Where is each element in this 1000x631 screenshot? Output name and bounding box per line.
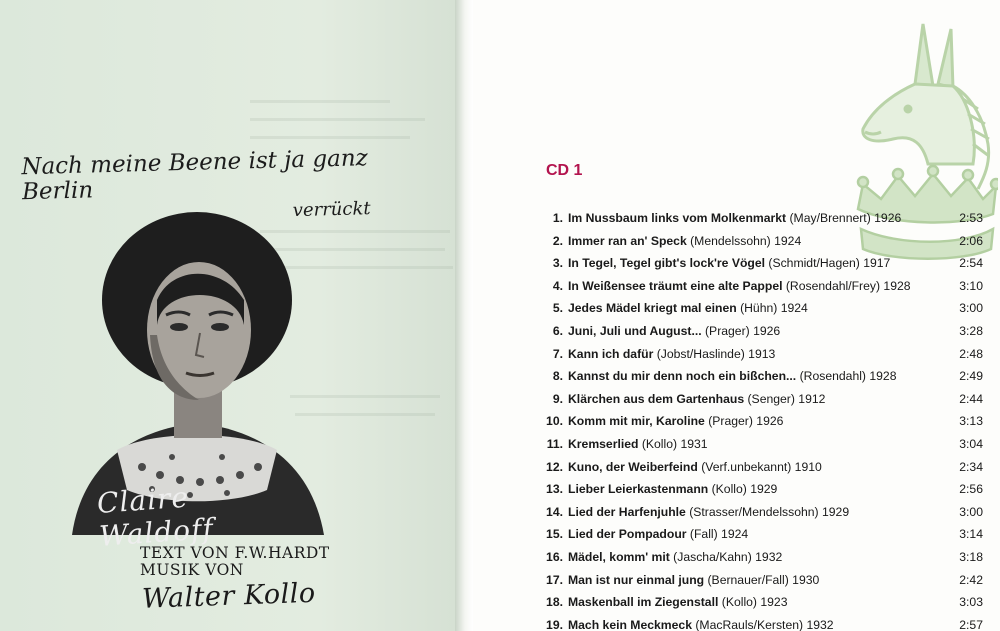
track-number: 19. [546, 617, 563, 631]
track-credit: (May/Brennert) 1926 [789, 211, 902, 225]
track-credit: (Prager) 1926 [708, 414, 784, 429]
track-title: Klärchen aus dem Gartenhaus [568, 391, 745, 406]
lyrics-credit: TEXT VON F.W.HARDT [140, 544, 330, 562]
track-row [533, 591, 983, 614]
composer-signature: Walter Kollo [141, 577, 317, 615]
track-duration: 2:49 [959, 369, 983, 384]
track-number: 1. [552, 211, 563, 225]
track-row [533, 433, 983, 456]
track-row [533, 546, 983, 569]
track-credit: (Verf.unbekannt) 1910 [701, 459, 822, 474]
track-row [533, 297, 983, 320]
track-row [533, 478, 983, 501]
track-title: Kann ich dafür [568, 346, 654, 361]
track-credit: (Rosendahl) 1928 [799, 369, 897, 384]
track-row [533, 456, 983, 479]
track-number: 16. [546, 549, 563, 564]
handwritten-title-line1: Nach meine Beene ist ja ganz Berlin [21, 145, 369, 206]
track-title: Man ist nur einmal jung [568, 572, 705, 587]
track-number: 14. [546, 504, 563, 519]
track-row [533, 569, 983, 592]
bleed-through-line [250, 118, 425, 121]
track-title: Lieber Leierkastenmann [568, 482, 709, 497]
track-credit: (Strasser/Mendelssohn) 1929 [689, 504, 850, 519]
track-duration: 2:44 [959, 391, 983, 406]
track-credit: (Schmidt/Hagen) 1917 [768, 256, 891, 271]
track-credit: (Jobst/Haslinde) 1913 [656, 346, 776, 361]
track-list [533, 207, 983, 631]
track-duration: 2:42 [959, 572, 983, 587]
track-duration: 2:06 [959, 233, 983, 248]
track-credit: (Kollo) 1931 [641, 436, 708, 451]
booklet-spine [455, 0, 473, 631]
track-title: In Weißensee träumt eine alte Pappel [568, 278, 783, 293]
track-row [533, 523, 983, 546]
track-duration: 2:56 [959, 482, 983, 497]
track-duration: 3:03 [959, 595, 983, 610]
track-title: Lied der Harfenjuhle [568, 504, 686, 519]
track-number: 10. [546, 414, 563, 429]
track-title: In Tegel, Tegel gibt's lock're Vögel [568, 256, 765, 271]
track-row [533, 275, 983, 298]
track-duration: 3:28 [959, 323, 983, 338]
track-duration: 3:13 [959, 414, 983, 429]
track-title: Kuno, der Weiberfeind [568, 459, 698, 474]
track-row [533, 207, 983, 230]
music-credit: MUSIK VON [140, 561, 244, 579]
track-duration: 3:04 [959, 436, 983, 451]
track-row [533, 410, 983, 433]
track-title: Mädel, komm' mit [568, 549, 670, 564]
right-page [473, 0, 1000, 631]
track-credit: (Mendelssohn) 1924 [690, 233, 802, 248]
track-number: 11. [546, 436, 563, 451]
cd-title: CD 1 [546, 162, 583, 179]
track-duration: 2:48 [959, 346, 983, 361]
track-duration: 2:53 [959, 211, 983, 225]
track-title: Lied der Pompadour [568, 527, 687, 542]
track-duration: 3:10 [959, 278, 983, 293]
track-duration: 2:57 [959, 617, 983, 631]
track-row [533, 614, 983, 631]
track-duration: 3:18 [959, 549, 983, 564]
bleed-through-line [250, 136, 410, 139]
track-row [533, 365, 983, 388]
track-number: 12. [546, 459, 563, 474]
track-credit: (MacRauls/Kersten) 1932 [695, 617, 834, 631]
track-number: 3. [552, 256, 563, 271]
track-row [533, 388, 983, 411]
track-title: Im Nussbaum links vom Molkenmarkt [568, 211, 787, 225]
left-page [0, 0, 455, 631]
signature: Claire Waldoff [95, 480, 215, 553]
track-credit: (Jascha/Kahn) 1932 [673, 549, 783, 564]
track-title: Kannst du mir denn noch ein bißchen... [568, 369, 797, 384]
track-row [533, 343, 983, 366]
track-title: Jedes Mädel kriegt mal einen [568, 301, 737, 316]
track-row [533, 501, 983, 524]
track-credit: (Bernauer/Fall) 1930 [707, 572, 820, 587]
track-title: Maskenball im Ziegenstall [568, 595, 719, 610]
track-number: 6. [552, 323, 563, 338]
track-title: Kremserlied [568, 436, 639, 451]
bleed-through-line [250, 100, 390, 103]
track-duration: 3:00 [959, 301, 983, 316]
track-number: 17. [546, 572, 563, 587]
track-credit: (Fall) 1924 [689, 527, 749, 542]
track-credit: (Kollo) 1929 [711, 482, 778, 497]
track-duration: 2:54 [959, 256, 983, 271]
handwritten-title-line2: verrückt [292, 198, 371, 222]
track-title: Juni, Juli und August... [568, 323, 702, 338]
track-duration: 3:14 [959, 527, 983, 542]
track-title: Mach kein Meckmeck [568, 617, 692, 631]
track-credit: (Kollo) 1923 [721, 595, 788, 610]
track-number: 5. [552, 301, 563, 316]
track-credit: (Rosendahl/Frey) 1928 [785, 278, 911, 293]
track-number: 4. [552, 278, 563, 293]
track-number: 13. [546, 482, 563, 497]
track-credit: (Senger) 1912 [747, 391, 826, 406]
track-title: Komm mit mir, Karoline [568, 414, 705, 429]
track-number: 7. [552, 346, 563, 361]
track-row [533, 320, 983, 343]
track-number: 2. [552, 233, 563, 248]
track-title: Immer ran an' Speck [568, 233, 687, 248]
track-credit: (Prager) 1926 [705, 323, 781, 338]
track-duration: 3:00 [959, 504, 983, 519]
track-number: 18. [546, 595, 563, 610]
track-number: 15. [546, 527, 563, 542]
track-duration: 2:34 [959, 459, 983, 474]
track-row [533, 252, 983, 275]
track-credit: (Hühn) 1924 [740, 301, 808, 316]
track-row [533, 230, 983, 253]
track-number: 9. [552, 391, 563, 406]
track-number: 8. [552, 369, 563, 384]
credits-block [140, 544, 360, 615]
